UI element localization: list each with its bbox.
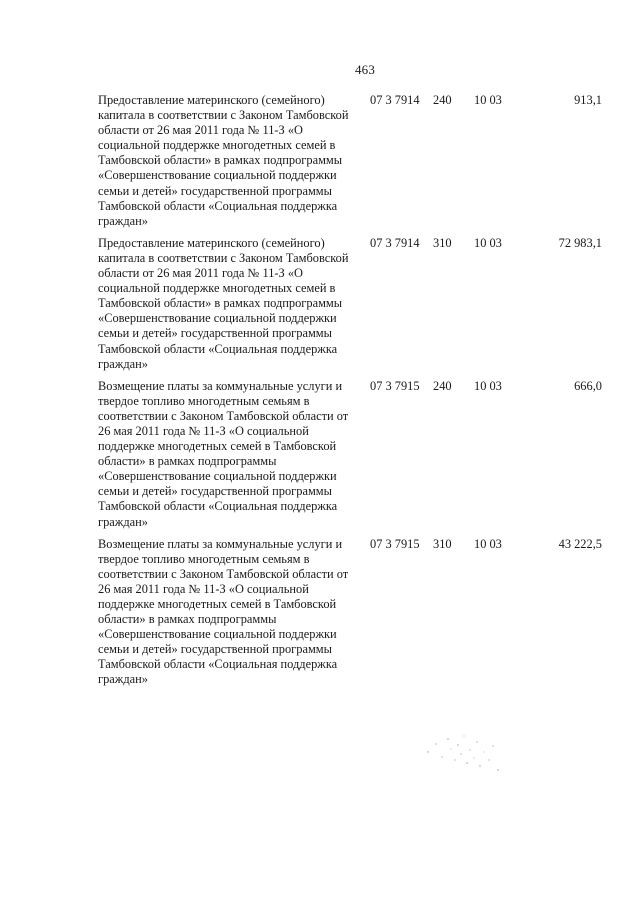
page-number: 463 <box>354 62 376 77</box>
target-article-code: 07 3 7914 <box>370 93 420 107</box>
expense-type-code: 240 <box>433 93 452 107</box>
budget-table <box>98 93 602 695</box>
amount-value: 666,0 <box>574 378 602 393</box>
scan-noise-marks <box>420 730 510 780</box>
table-row <box>98 537 602 688</box>
amount-value: 913,1 <box>574 93 602 107</box>
section-code: 10 03 <box>474 235 502 250</box>
row-description: Предоставление материнского (семейного) капитала в соответствии с Законом Тамбовской области от 26 мая 2011 года № 11-З «О социальной поддержке многодетных семей в Тамбовской области» в рамках подпрограммы «Совершенствование социальной поддержки семьи и детей» государственной программы Тамбовской области «Социальная поддержка граждан» <box>98 235 349 371</box>
table-row <box>98 379 602 530</box>
expense-type-code: 240 <box>433 378 452 393</box>
target-article-code: 07 3 7915 <box>370 378 420 393</box>
expense-type-code: 310 <box>433 235 452 250</box>
row-description: Возмещение платы за коммунальные услуги и твердое топливо многодетным семьям в соответствии с Законом Тамбовской области от 26 мая 2011 года № 11-З «О социальной поддержке многодетных семей в Тамбовской области» в рамках подпрограммы «Совершенствование социальной поддержки семьи и детей» государственной программы Тамбовской области «Социальная поддержка граждан» <box>98 536 349 687</box>
table-row <box>98 236 602 372</box>
expense-type-code: 310 <box>433 536 452 551</box>
section-code: 10 03 <box>474 93 502 107</box>
target-article-code: 07 3 7914 <box>370 235 420 250</box>
section-code: 10 03 <box>474 378 502 393</box>
row-description: Возмещение платы за коммунальные услуги и твердое топливо многодетным семьям в соответствии с Законом Тамбовской области от 26 мая 2011 года № 11-З «О социальной поддержке многодетных семей в Тамбовской области» в рамках подпрограммы «Совершенствование социальной поддержки семьи и детей» государственной программы Тамбовской области «Социальная поддержка граждан» <box>98 378 349 529</box>
target-article-code: 07 3 7915 <box>370 536 420 551</box>
table-row <box>98 93 602 229</box>
section-code: 10 03 <box>474 536 502 551</box>
amount-value: 72 983,1 <box>558 235 602 250</box>
row-description: Предоставление материнского (семейного) капитала в соответствии с Законом Тамбовской области от 26 мая 2011 года № 11-З «О социальной поддержке многодетных семей в Тамбовской области» в рамках подпрограммы «Совершенствование социальной поддержки семьи и детей» государственной программы Тамбовской области «Социальная поддержка граждан» <box>98 93 349 228</box>
amount-value: 43 222,5 <box>558 536 602 551</box>
